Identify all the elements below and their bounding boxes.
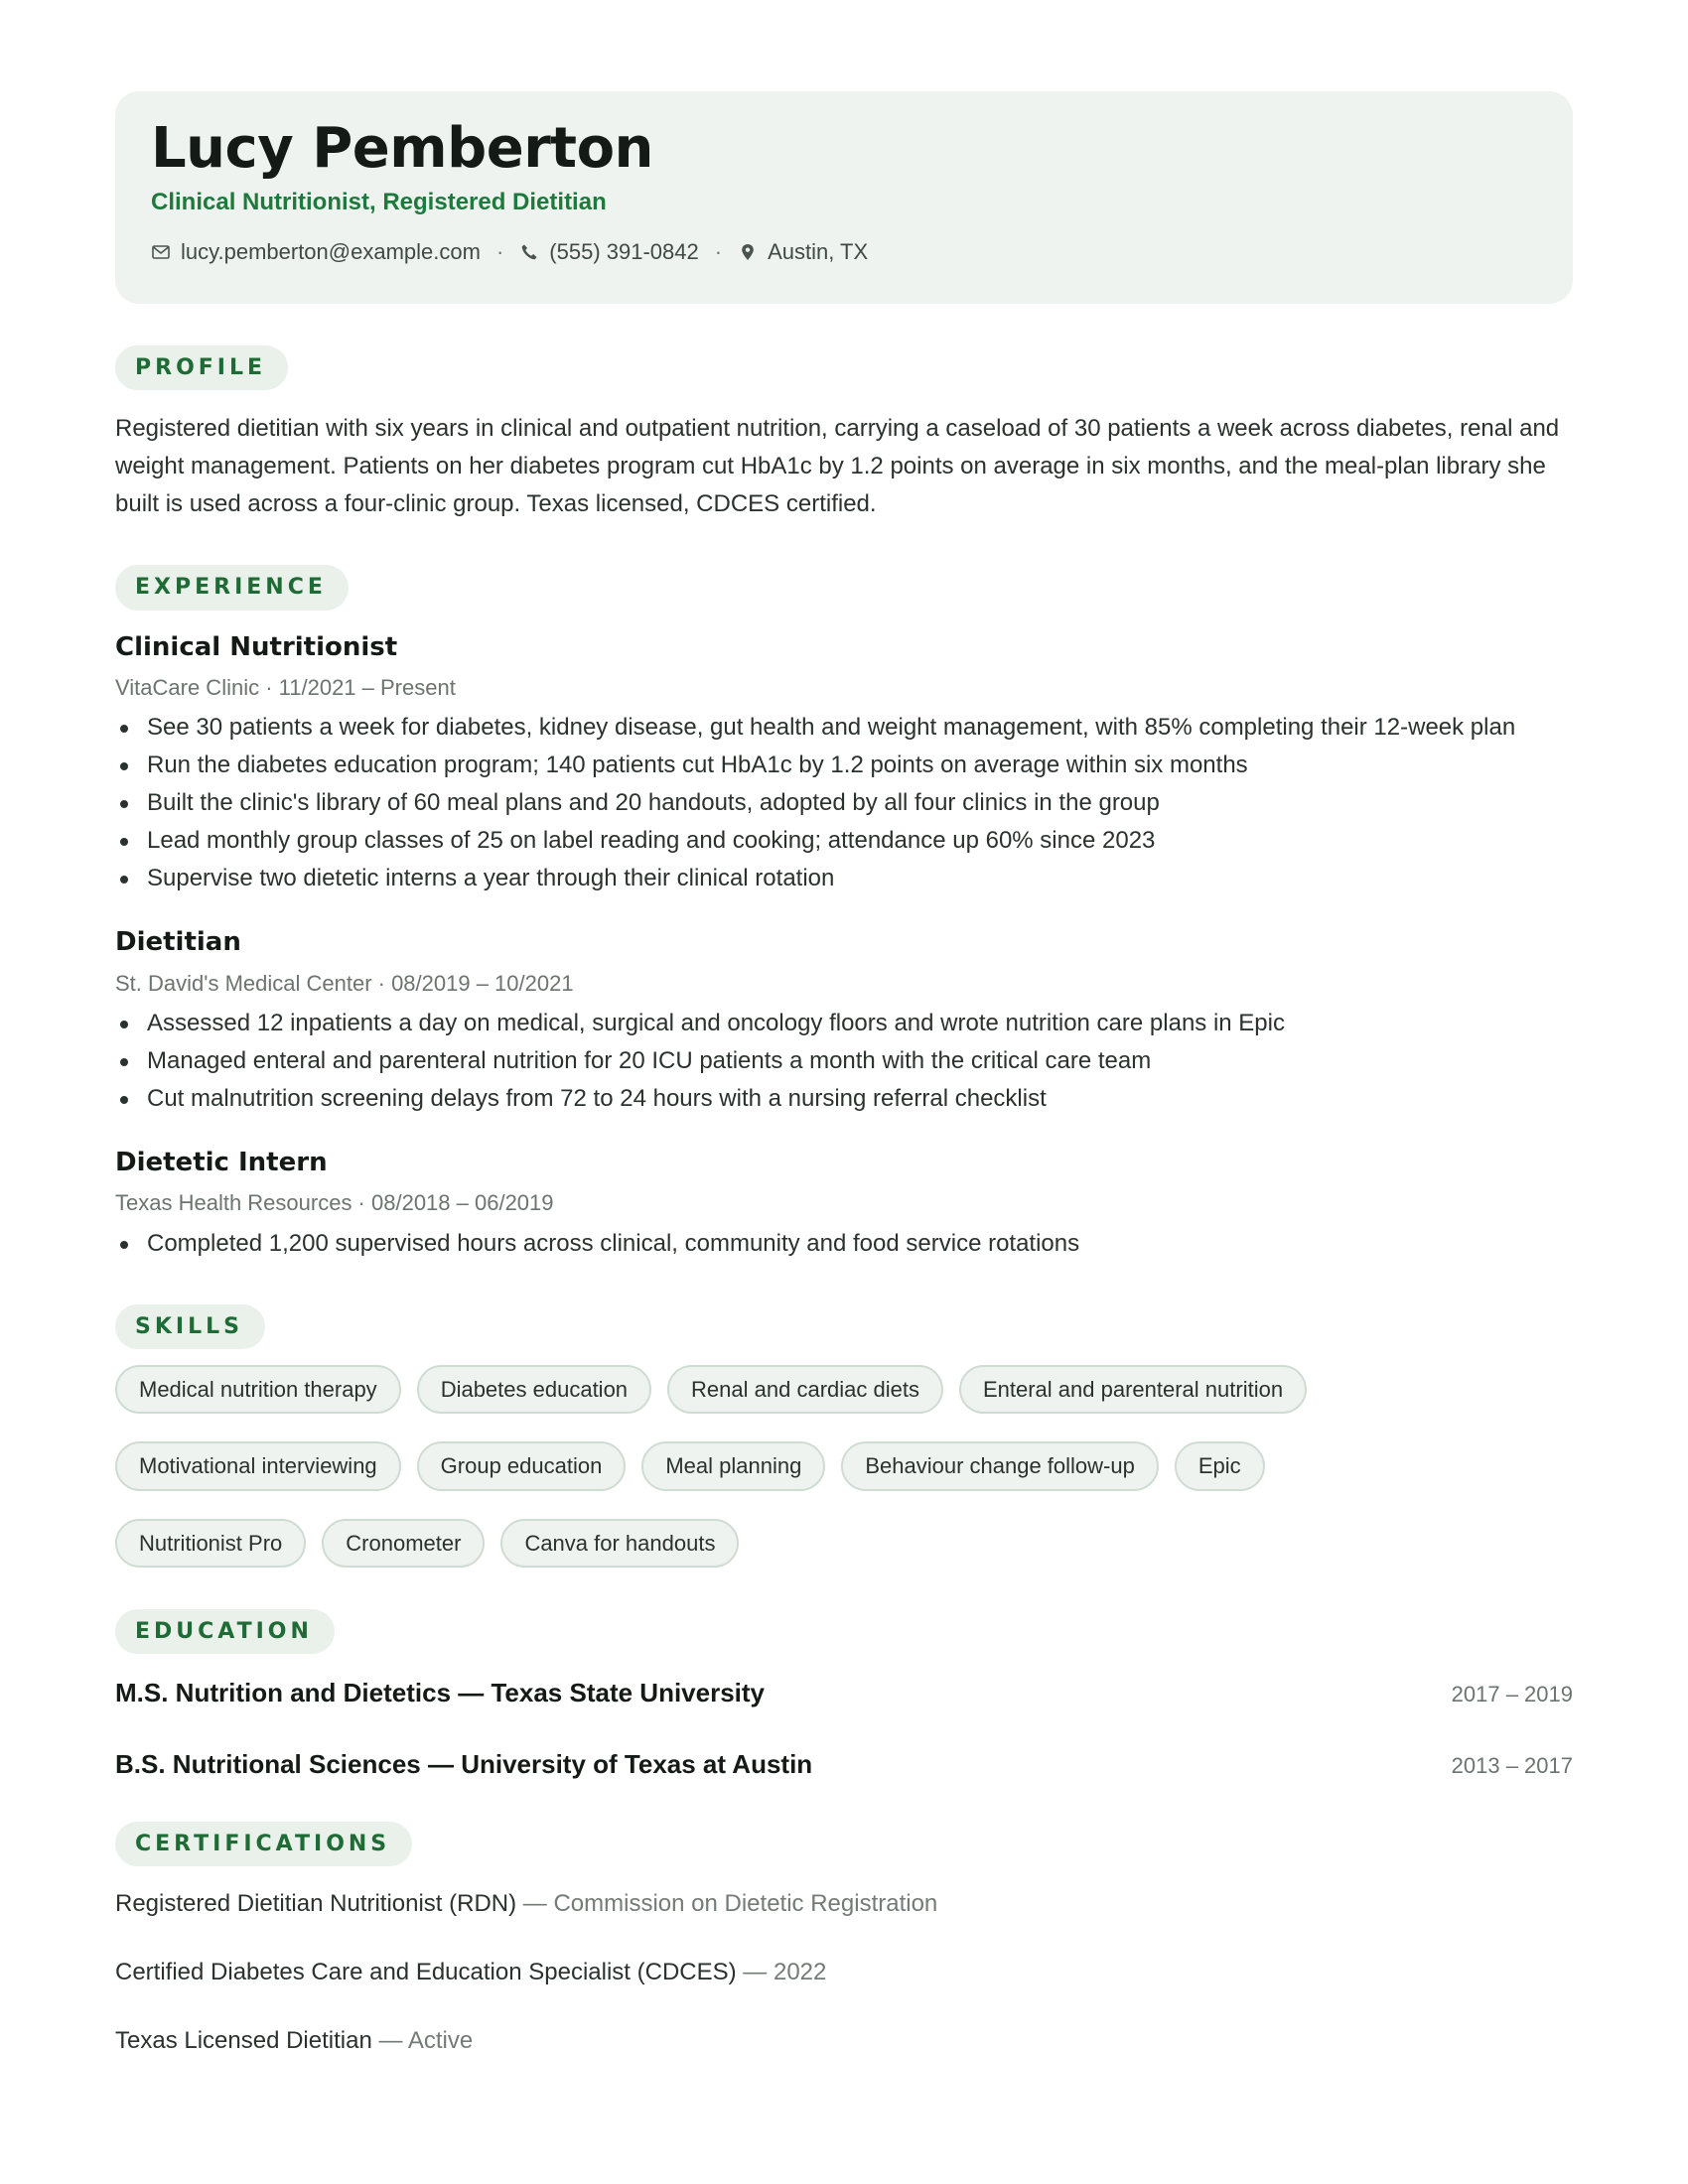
certification-name: Registered Dietitian Nutritionist (RDN) — [115, 1890, 517, 1918]
header-card — [115, 91, 1573, 304]
email-text: lucy.pemberton@example.com — [181, 239, 481, 265]
job-entry — [115, 1148, 1573, 1263]
education-degree: M.S. Nutrition and Dietetics — Texas State University — [115, 1678, 766, 1708]
experience-heading: EXPERIENCE — [115, 565, 349, 610]
certification-detail: — Commission on Dietetic Registration — [522, 1890, 938, 1918]
job-title: Dietetic Intern — [115, 1147, 328, 1177]
education-heading: EDUCATION — [115, 1609, 335, 1654]
candidate-headline: Clinical Nutritionist, Registered Dietitian — [151, 189, 607, 216]
job-bullets — [115, 1225, 1573, 1263]
education-entry — [115, 1749, 1573, 1780]
contact-separator: · — [495, 239, 504, 265]
education-years: 2013 – 2017 — [1451, 1752, 1573, 1778]
job-bullets — [115, 709, 1573, 897]
location-pin-icon — [738, 242, 758, 262]
phone-icon — [519, 242, 539, 262]
skill-chip: Meal planning — [641, 1441, 825, 1490]
profile-heading: PROFILE — [115, 345, 288, 390]
certification-entry — [115, 1959, 1573, 1987]
certifications-heading: CERTIFICATIONS — [115, 1822, 412, 1866]
education-years: 2017 – 2019 — [1451, 1682, 1573, 1707]
location-text: Austin, TX — [768, 239, 869, 265]
job-entry — [115, 927, 1573, 1118]
certification-entry — [115, 1890, 1573, 1919]
job-bullet: Completed 1,200 supervised hours across clinical, community and food service rotations — [115, 1225, 1573, 1263]
skill-chip: Nutritionist Pro — [115, 1519, 306, 1568]
job-bullet: Run the diabetes education program; 140 patients cut HbA1c by 1.2 points on average within six months — [115, 747, 1573, 784]
certification-name: Certified Diabetes Care and Education Specialist (CDCES) — [115, 1959, 737, 1986]
contact-separator: · — [714, 239, 723, 265]
skills-heading: SKILLS — [115, 1304, 265, 1349]
education-entry — [115, 1678, 1573, 1708]
experience-section — [115, 565, 1573, 1262]
job-bullet: Built the clinic's library of 60 meal plans and 20 handouts, adopted by all four clinics in the group — [115, 784, 1573, 822]
contact-email[interactable] — [151, 239, 481, 265]
skill-chip: Enteral and parenteral nutrition — [959, 1365, 1307, 1414]
skill-chip: Cronometer — [322, 1519, 485, 1568]
certification-detail: — 2022 — [743, 1959, 827, 1986]
skills-section — [115, 1304, 1573, 1569]
job-title: Dietitian — [115, 927, 241, 958]
skill-chip: Motivational interviewing — [115, 1441, 401, 1490]
skill-chip: Diabetes education — [417, 1365, 651, 1414]
skill-chip: Medical nutrition therapy — [115, 1365, 401, 1414]
job-bullet: Lead monthly group classes of 25 on label reading and cooking; attendance up 60% since 2023 — [115, 822, 1573, 860]
job-meta: VitaCare Clinic · 11/2021 – Present — [115, 674, 456, 700]
contact-phone[interactable] — [519, 239, 698, 265]
job-bullets — [115, 1005, 1573, 1118]
skill-chip: Canva for handouts — [500, 1519, 739, 1568]
job-meta: St. David's Medical Center · 08/2019 – 10/2021 — [115, 970, 574, 996]
certification-detail: — Active — [378, 2026, 474, 2054]
phone-text: (555) 391-0842 — [549, 239, 699, 265]
job-title: Clinical Nutritionist — [115, 631, 398, 662]
job-entry — [115, 632, 1573, 898]
skill-chip: Epic — [1175, 1441, 1265, 1490]
skills-list — [115, 1365, 1466, 1568]
mail-icon — [151, 242, 171, 262]
skill-chip: Behaviour change follow-up — [841, 1441, 1159, 1490]
profile-summary: Registered dietitian with six years in clinical and outpatient nutrition, carrying a caseload of 30 patients a week across diabetes, renal and weight management. Patients on her diabetes program cut HbA1c by 1.2 points on average in six months, and the meal-plan library she built is used across a four-clinic group. Texas licensed, CDCES certified. — [115, 415, 1560, 518]
certification-entry — [115, 2027, 1573, 2056]
job-bullet: Supervise two dietetic interns a year through their clinical rotation — [115, 860, 1573, 897]
skill-chip: Renal and cardiac diets — [667, 1365, 943, 1414]
contact-location — [738, 239, 868, 265]
job-bullet: See 30 patients a week for diabetes, kidney disease, gut health and weight management, with 85% completing their 12-week plan — [115, 709, 1573, 747]
contact-row — [151, 239, 1537, 265]
job-bullet: Managed enteral and parenteral nutrition for 20 ICU patients a month with the critical care team — [115, 1042, 1573, 1080]
candidate-name: Lucy Pemberton — [151, 116, 653, 181]
job-meta: Texas Health Resources · 08/2018 – 06/2019 — [115, 1190, 554, 1216]
education-section — [115, 1609, 1573, 1780]
certifications-section — [115, 1822, 1573, 2056]
skill-chip: Group education — [417, 1441, 627, 1490]
job-bullet: Cut malnutrition screening delays from 72 to 24 hours with a nursing referral checklist — [115, 1080, 1573, 1118]
certification-name: Texas Licensed Dietitian — [115, 2026, 372, 2054]
education-degree: B.S. Nutritional Sciences — University of Texas at Austin — [115, 1748, 813, 1779]
job-bullet: Assessed 12 inpatients a day on medical, surgical and oncology floors and wrote nutrition care plans in Epic — [115, 1005, 1573, 1042]
profile-section — [115, 345, 1573, 523]
resume-page — [115, 91, 1573, 2056]
